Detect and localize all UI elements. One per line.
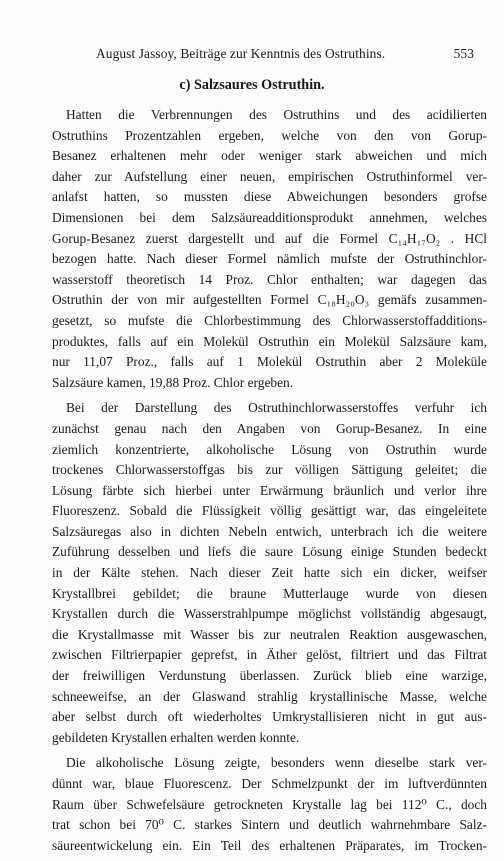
text-line: gesetzt, so mufste die Chlorbestimmung des Chlorwasserstoffadditions- xyxy=(52,312,487,328)
running-title: August Jassoy, Beiträge zur Kenntnis des Ostruthins. xyxy=(96,46,386,61)
text-line: Besanez erhaltenen mehr oder weniger stark abweichen und mich xyxy=(52,148,487,164)
paragraph xyxy=(52,105,487,393)
text-line: Salzsäuregas also in dichten Nebeln entwich, unterbrach ich die weitere xyxy=(52,523,487,539)
text-line: dünnt war, blaue Fluorescenz. Der Schmelzpunkt der im luftverdünnten xyxy=(52,776,487,791)
running-head xyxy=(96,46,474,62)
text-line: Ostruthins Prozentzahlen ergeben, welche von den von Gorup- xyxy=(52,127,487,143)
text-line: aber selbst durch oft wiederholtes Umkrystallisieren nicht in gut aus- xyxy=(52,709,487,725)
text-line: bezogen hatte. Nach dieser Formel nämlich mufste der Ostruthinchlor- xyxy=(52,251,487,267)
text-line: zunächst genau nach den Angaben von Gorup-Besanez. In eine xyxy=(52,420,487,436)
text-line: anlafst hatten, so mussten diese Abweichungen besonders grofse xyxy=(52,189,487,205)
text-line: Hatten die Verbrennungen des Ostruthins und des acidilierten xyxy=(66,107,487,122)
text-line: Raum über Schwefelsäure getrockneten Krystalle lag bei 112⁰ C., doch xyxy=(52,796,487,812)
text-line: nur 11,07 Proz., falls auf 1 Molekül Ostruthin aber 2 Moleküle xyxy=(52,354,487,370)
text-line: Ostruthin der von mir aufgestellten Formel C₁₈H₂₀O₃ gemäfs zusammen- xyxy=(52,292,487,308)
paragraph xyxy=(52,398,487,748)
page-number: 553 xyxy=(453,46,474,61)
text-line: daher zur Aufstellung einer neuen, empirischen Ostruthinformel ver- xyxy=(52,168,487,184)
text-line: Fluoreszenz. Sobald die Flüssigkeit völlig gesättigt war, das eingeleitete xyxy=(52,503,487,519)
text-line: trat schon bei 70⁰ C. starkes Sintern und deutlich wahrnehmbare Salz- xyxy=(52,817,487,833)
text-line: Krystallbrei gebildet; die braune Mutterlauge wurde von diesen xyxy=(52,585,487,601)
text-line: Gorup-Besanez zuerst dargestellt und auf die Formel C₁₄H₁₇O₂ . HCl xyxy=(52,230,487,246)
text-line: zwischen Filtrierpapier geprefst, in Äther gelöst, filtriert und das Filtrat xyxy=(52,647,487,663)
text-line: produktes, falls auf ein Molekül Ostruthin ein Molekül Salzsäure kam, xyxy=(52,333,487,349)
text-line: die Krystallmasse mit Wasser bis zur neutralen Reaktion ausgewaschen, xyxy=(52,626,487,642)
text-line: Dimensionen bei dem Salzsäureadditionsprodukt annehmen, welches xyxy=(52,209,487,225)
section-title: c) Salzsaures Ostruthin. xyxy=(179,77,325,93)
text-line: Zuführung desselben und liefs die saure Lösung einige Stunden bedeckt xyxy=(52,544,487,560)
text-line: Salzsäure kamen, 19,88 Proz. Chlor ergeben. xyxy=(52,374,294,390)
text-line: ziemlich konzentrierte, alkoholische Lösung von Ostruthin wurde xyxy=(52,441,487,457)
text-line: Krystallen durch die Wasserstrahlpumpe möglichst vollständig abgesaugt, xyxy=(52,606,487,622)
text-line: der freiwilligen Verdunstung überlassen. Zurück blieb eine warzige, xyxy=(52,668,487,684)
text-line: trockenes Chlorwasserstoffgas bis zur völligen Sättigung geleitet; die xyxy=(52,462,487,478)
text-line: schneeweifse, an der Glaswand strahlig krystallinische Masse, welche xyxy=(52,688,487,704)
text-line: Die alkoholische Lösung zeigte, besonders wenn dieselbe stark ver- xyxy=(66,755,487,771)
text-line: wasserstoff theoretisch 14 Proz. Chlor enthalten; war dagegen das xyxy=(52,271,487,287)
text-line: in der Kälte stehen. Nach dieser Zeit hatte sich ein dicker, weifser xyxy=(52,565,487,581)
text-line: gebildeten Krystallen erhalten werden konnte. xyxy=(52,729,300,745)
paragraph xyxy=(52,753,487,856)
body-text xyxy=(52,105,487,861)
text-line: Bei der Darstellung des Ostruthinchlorwasserstoffes verfuhr ich xyxy=(66,400,487,416)
text-line: Lösung färbte sich hierbei unter Erwärmung bräunlich und verlor ihre xyxy=(52,482,487,498)
text-line: säureentwickelung ein. Ein Teil des erhaltenen Präparates, im Trocken- xyxy=(52,837,487,853)
